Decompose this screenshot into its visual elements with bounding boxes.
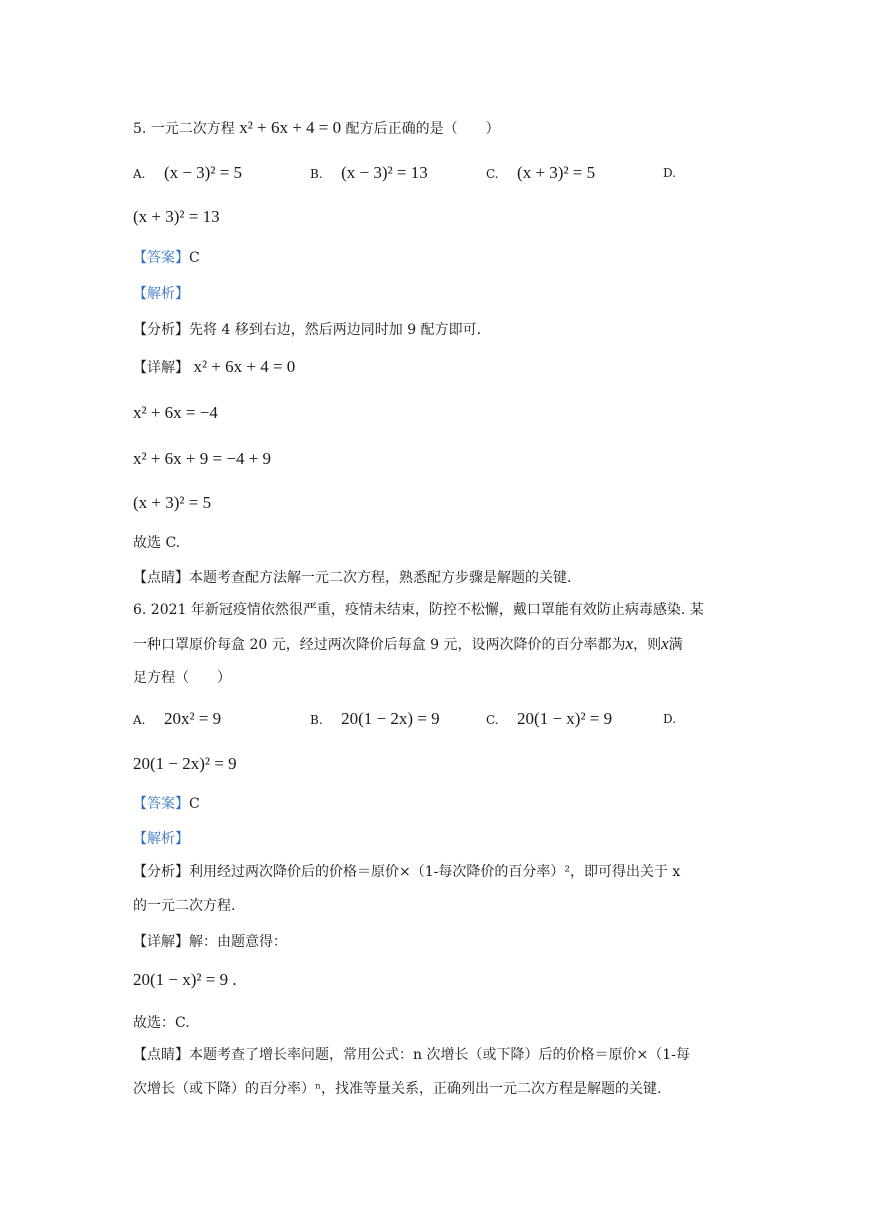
- q6-answer-tag: 【答案】: [133, 796, 189, 812]
- q5-dianjing-text: 本题考查配方法解一元二次方程，熟悉配方步骤是解题的关键.: [189, 570, 572, 586]
- q6-option-a[interactable]: [133, 708, 221, 731]
- q6-option-b[interactable]: [310, 708, 440, 731]
- q6-answer: [133, 794, 200, 814]
- q5-option-b-expr: (x − 3)² = 13: [341, 163, 428, 182]
- q6-option-c[interactable]: [486, 708, 612, 731]
- q6-dianjing-line1: [133, 1045, 690, 1065]
- q5-xiangjie: [133, 357, 295, 378]
- q5-step-2: x² + 6x = −4: [133, 403, 218, 422]
- q5-stem-prefix: 5. 一元二次方程: [133, 121, 235, 137]
- q6-option-a-expr: 20x² = 9: [163, 709, 222, 728]
- q5-fenxi: [133, 320, 481, 340]
- q5-option-c-label: C.: [486, 167, 499, 181]
- q6-option-b-expr: 20(1 − 2x) = 9: [341, 709, 440, 728]
- q5-stem: [133, 118, 500, 139]
- q6-fenxi-text-1: 利用经过两次降价后的价格＝原价×（1-每次降价的百分率）²，即可得出关于 x: [189, 864, 681, 880]
- q6-option-a-label: A.: [133, 713, 146, 727]
- q5-dianjing-tag: 【点睛】: [133, 570, 189, 586]
- q6-stem-line2-a: 一种口罩原价每盒 20 元，经过两次降价后每盒 9 元，设两次降价的百分率都为: [133, 637, 626, 653]
- q5-fenxi-tag: 【分析】: [133, 322, 189, 338]
- q5-option-a-expr: (x − 3)² = 5: [163, 163, 243, 182]
- q5-option-d-label: D.: [663, 166, 677, 180]
- q6-stem-variable-2: x: [661, 634, 669, 653]
- q6-option-c-expr: 20(1 − x)² = 9: [517, 709, 613, 728]
- q5-xiangjie-tag: 【详解】: [133, 360, 189, 376]
- q5-fenxi-text: 先将 4 移到右边，然后两边同时加 9 配方即可.: [189, 322, 482, 338]
- q5-analysis-tag: 【解析】: [133, 286, 189, 302]
- q5-conclusion: 故选 C.: [133, 535, 181, 551]
- q5-option-a[interactable]: [133, 162, 242, 185]
- q6-conclusion: 故选：C.: [133, 1015, 190, 1031]
- q6-option-c-label: C.: [486, 713, 499, 727]
- q5-step-4: (x + 3)² = 5: [133, 493, 212, 512]
- q6-stem-line2-b: ，则: [633, 637, 662, 653]
- q6-stem-variable: x: [625, 634, 634, 653]
- q5-answer: [133, 248, 200, 268]
- q5-option-d[interactable]: [133, 206, 220, 229]
- q5-step-1: x² + 6x + 4 = 0: [193, 357, 296, 376]
- q5-option-c[interactable]: [486, 162, 595, 185]
- q6-answer-value: C: [189, 796, 200, 812]
- q6-option-d-expr: 20(1 − 2x)² = 9: [133, 754, 237, 773]
- q6-xiangjie-text: 解：由题意得：: [189, 934, 287, 950]
- q6-xiangjie-tag: 【详解】: [133, 934, 189, 950]
- q5-option-d-expr: (x + 3)² = 13: [133, 207, 220, 226]
- q6-stem-line2-c: 满: [668, 637, 683, 653]
- q6-stem-line3: 足方程（ ）: [133, 670, 231, 686]
- q5-dianjing: [133, 568, 571, 588]
- q5-option-b[interactable]: [310, 162, 428, 185]
- q6-result-equation: 20(1 − x)² = 9 .: [133, 970, 237, 989]
- q6-stem-line2: [133, 634, 683, 655]
- q6-fenxi-line1: [133, 862, 680, 882]
- q6-fenxi-tag: 【分析】: [133, 864, 189, 880]
- q6-analysis-tag: 【解析】: [133, 831, 189, 847]
- q5-answer-value: C: [189, 250, 200, 266]
- q5-option-b-label: B.: [310, 167, 323, 181]
- q5-step-3: x² + 6x + 9 = −4 + 9: [133, 449, 272, 468]
- q6-option-d[interactable]: [133, 753, 237, 776]
- q5-option-a-label: A.: [133, 167, 146, 181]
- q6-xiangjie: [133, 932, 287, 952]
- q6-dianjing-line2: 次增长（或下降）的百分率）ⁿ，找准等量关系，正确列出一元二次方程是解题的关键.: [133, 1081, 662, 1097]
- q5-answer-tag: 【答案】: [133, 250, 189, 266]
- q5-option-d-label-row[interactable]: [663, 162, 690, 184]
- q6-option-d-label-row[interactable]: [663, 708, 690, 730]
- q6-stem-line1: 6. 2021 年新冠疫情依然很严重，疫情未结束，防控不松懈，戴口罩能有效防止病毒感染. 某: [133, 602, 704, 618]
- q5-stem-equation: x² + 6x + 4 = 0: [239, 118, 342, 137]
- q5-option-c-expr: (x + 3)² = 5: [517, 163, 596, 182]
- q6-option-b-label: B.: [310, 713, 323, 727]
- q6-fenxi-line2: 的一元二次方程.: [133, 898, 236, 914]
- q6-dianjing-tag: 【点睛】: [133, 1047, 189, 1063]
- q6-option-d-label: D.: [663, 712, 677, 726]
- q6-dianjing-text-1: 本题考查了增长率问题，常用公式：n 次增长（或下降）后的价格＝原价×（1-每: [189, 1047, 690, 1063]
- q5-stem-suffix: 配方后正确的是（ ）: [345, 121, 500, 137]
